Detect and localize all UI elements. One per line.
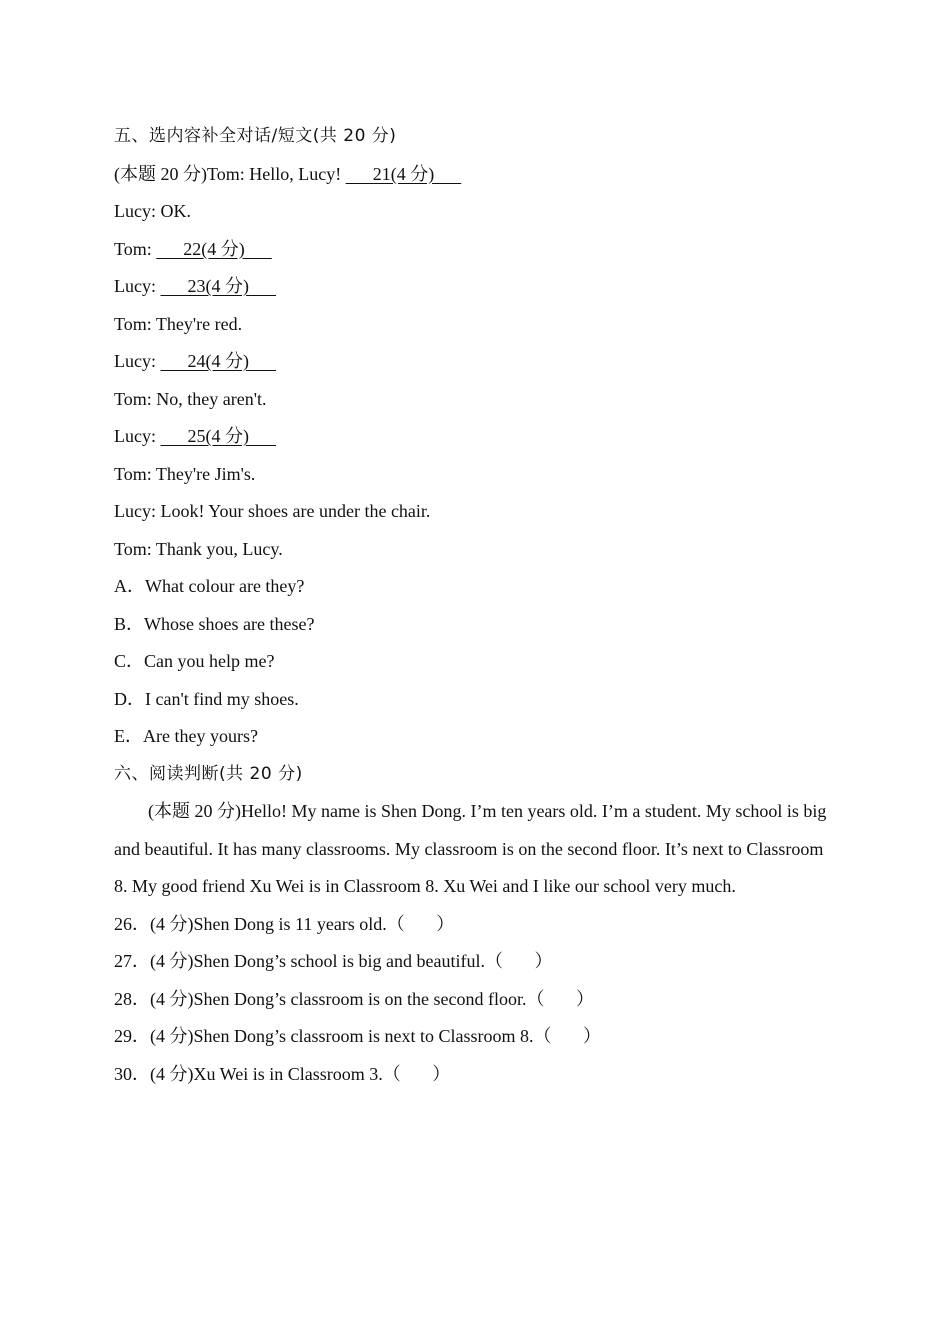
dialogue-line-tom-thanks: Tom: Thank you, Lucy. [114,538,283,559]
option-c: C．Can you help me? [114,651,275,671]
blank-22[interactable]: 22(4 分) [156,238,272,259]
dialogue-line-lucy-ok: Lucy: OK. [114,201,191,221]
dialogue-line-blank25 [114,418,836,456]
question-28[interactable]: 28．(4 分)Shen Dong’s classroom is on the second floor.（ ） [114,988,594,1009]
blank-25[interactable]: 25(4 分) [160,426,276,446]
intro-text: (本题 20 分)Tom: Hello, Lucy! [114,163,346,184]
question-26[interactable]: 26．(4 分)Shen Dong is 11 years old.（ ） [114,913,455,934]
dialogue-line-blank22 [114,231,836,269]
dialogue-line-tom-jims: Tom: They're Jim's. [114,463,256,484]
dialogue-line-intro [114,156,836,194]
option-b: B．Whose shoes are these? [114,613,315,634]
reading-passage-text: (本题 20 分)Hello! My name is Shen Dong. I’m ten years old. I’m a student. My school is big and beautiful. It has many classrooms. My classroom is on the second floor. It’s next to Classroom 8. My good friend Xu Wei is in Classroom 8. Xu Wei and I like our school very much. [114,801,827,896]
blank-24[interactable]: 24(4 分) [160,351,276,371]
section6-heading: 六、阅读判断(共 20 分) [114,763,303,784]
dialogue-line-tom-no: Tom: No, they aren't. [114,388,267,409]
speaker-tom: Tom: [114,238,157,259]
dialogue-line-lucy-look: Lucy: Look! Your shoes are under the chair. [114,501,431,521]
blank-21[interactable]: 21(4 分) [345,163,462,184]
dialogue-line-tom-red: Tom: They're red. [114,313,243,334]
speaker-lucy: Lucy: [114,426,161,446]
dialogue-line-blank24 [114,343,836,381]
option-d: D．I can't find my shoes. [114,688,299,709]
speaker-lucy: Lucy: [114,276,161,296]
option-e: E．Are they yours? [114,726,258,746]
blank-23[interactable]: 23(4 分) [160,276,276,296]
section5-heading: 五、选内容补全对话/短文(共 20 分) [114,126,397,146]
option-a: A．What colour are they? [114,576,305,596]
question-30[interactable]: 30．(4 分)Xu Wei is in Classroom 3.（ ） [114,1063,451,1084]
worksheet-page [114,118,836,1093]
reading-passage [114,793,836,906]
question-29[interactable]: 29．(4 分)Shen Dong’s classroom is next to Classroom 8.（ ） [114,1026,601,1046]
speaker-lucy: Lucy: [114,351,161,371]
question-27[interactable]: 27．(4 分)Shen Dong’s school is big and beautiful.（ ） [114,951,553,971]
dialogue-line-blank23 [114,268,836,306]
